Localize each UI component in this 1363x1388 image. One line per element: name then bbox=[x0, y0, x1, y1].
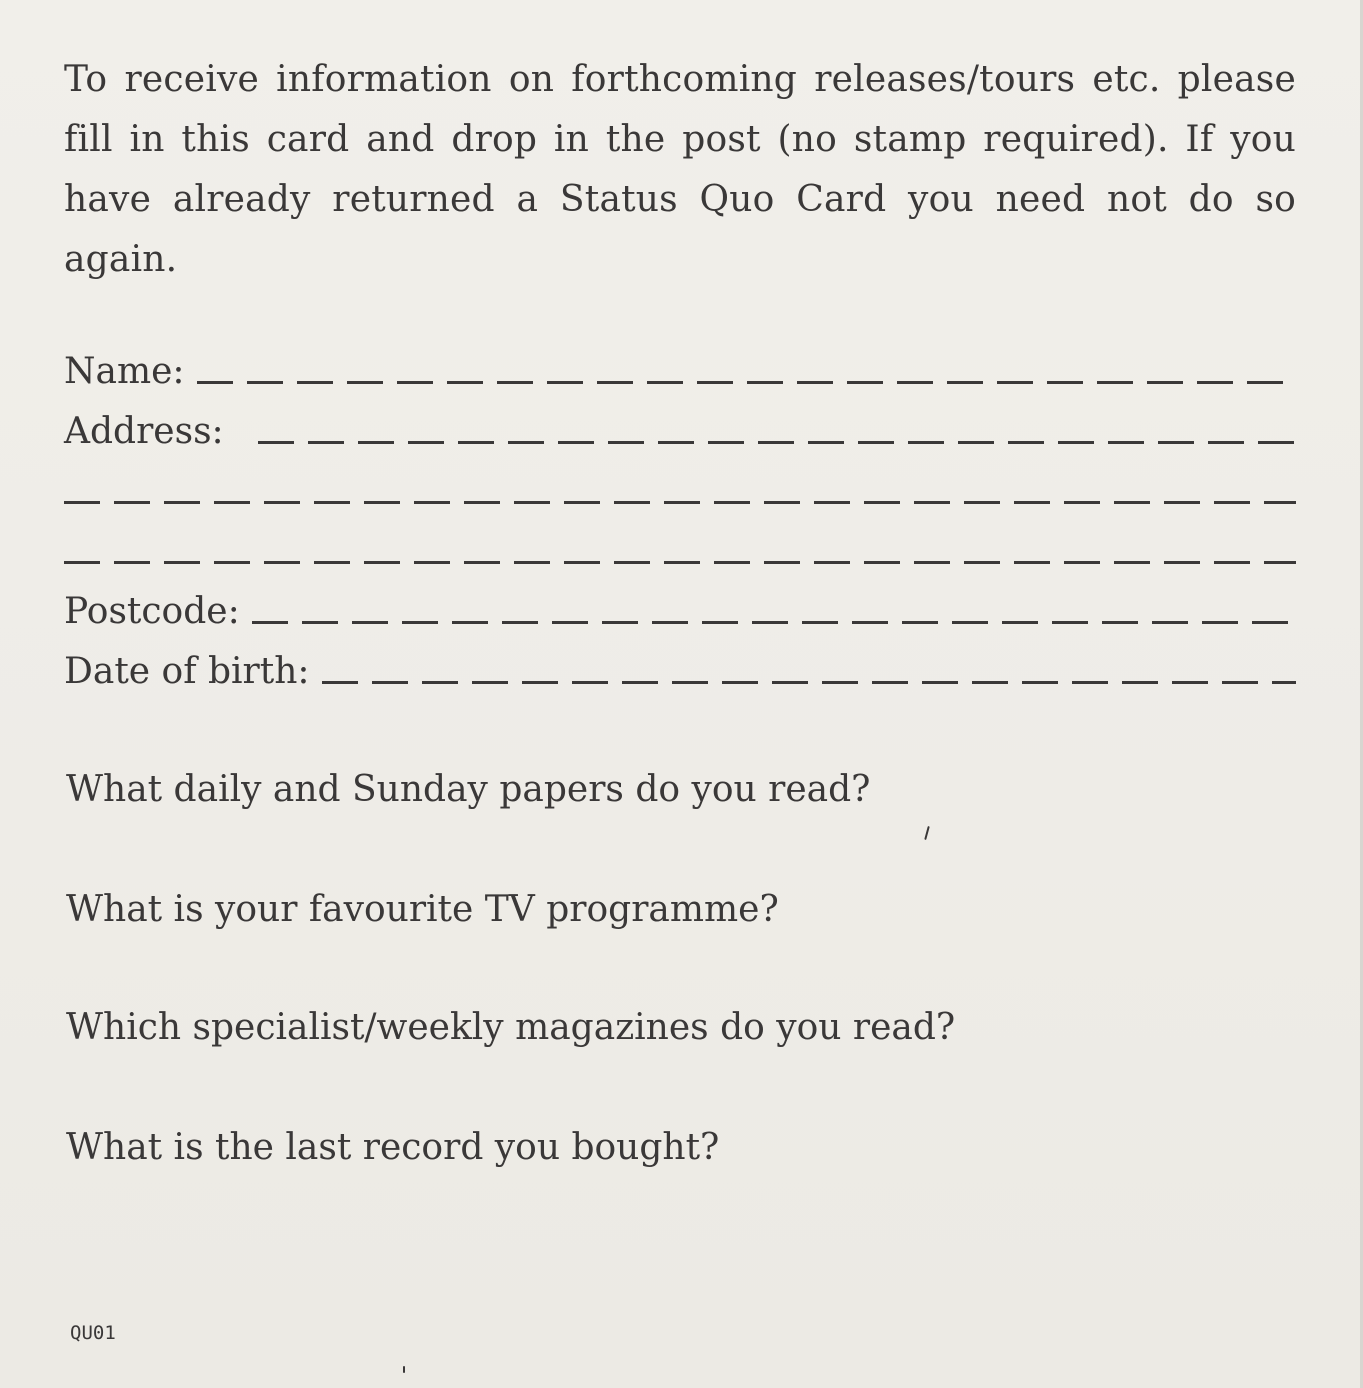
dob-line[interactable] bbox=[322, 681, 1296, 684]
card-code: QU01 bbox=[70, 1322, 116, 1344]
address-field-line-2[interactable] bbox=[64, 458, 1296, 518]
question-magazines: Which specialist/weekly magazines do you read? bbox=[66, 1007, 956, 1048]
postcode-line[interactable] bbox=[252, 621, 1296, 624]
intro-text: To receive information on forthcoming releases/tours etc. please fill in this card and drop in the post (no stamp required). If you have already returned a Status Quo Card you need not do so again. bbox=[64, 59, 1296, 280]
address-line-2[interactable] bbox=[64, 501, 1296, 504]
ink-mark bbox=[924, 826, 930, 840]
address-field-line-3[interactable] bbox=[64, 518, 1296, 578]
name-line[interactable] bbox=[197, 381, 1296, 384]
postcode-label: Postcode: bbox=[64, 591, 240, 632]
name-field[interactable] bbox=[64, 338, 1296, 398]
address-label: Address: bbox=[64, 411, 224, 452]
dob-field[interactable] bbox=[64, 638, 1296, 698]
name-label: Name: bbox=[64, 351, 185, 392]
question-tv: What is your favourite TV programme? bbox=[66, 889, 779, 930]
address-field[interactable] bbox=[64, 398, 1296, 458]
ink-speck bbox=[403, 1366, 405, 1373]
question-record: What is the last record you bought? bbox=[66, 1127, 720, 1168]
question-papers: What daily and Sunday papers do you read? bbox=[66, 769, 871, 810]
address-line-3[interactable] bbox=[64, 561, 1296, 564]
address-line-1[interactable] bbox=[258, 441, 1296, 444]
postcode-field[interactable] bbox=[64, 578, 1296, 638]
dob-label: Date of birth: bbox=[64, 651, 310, 692]
